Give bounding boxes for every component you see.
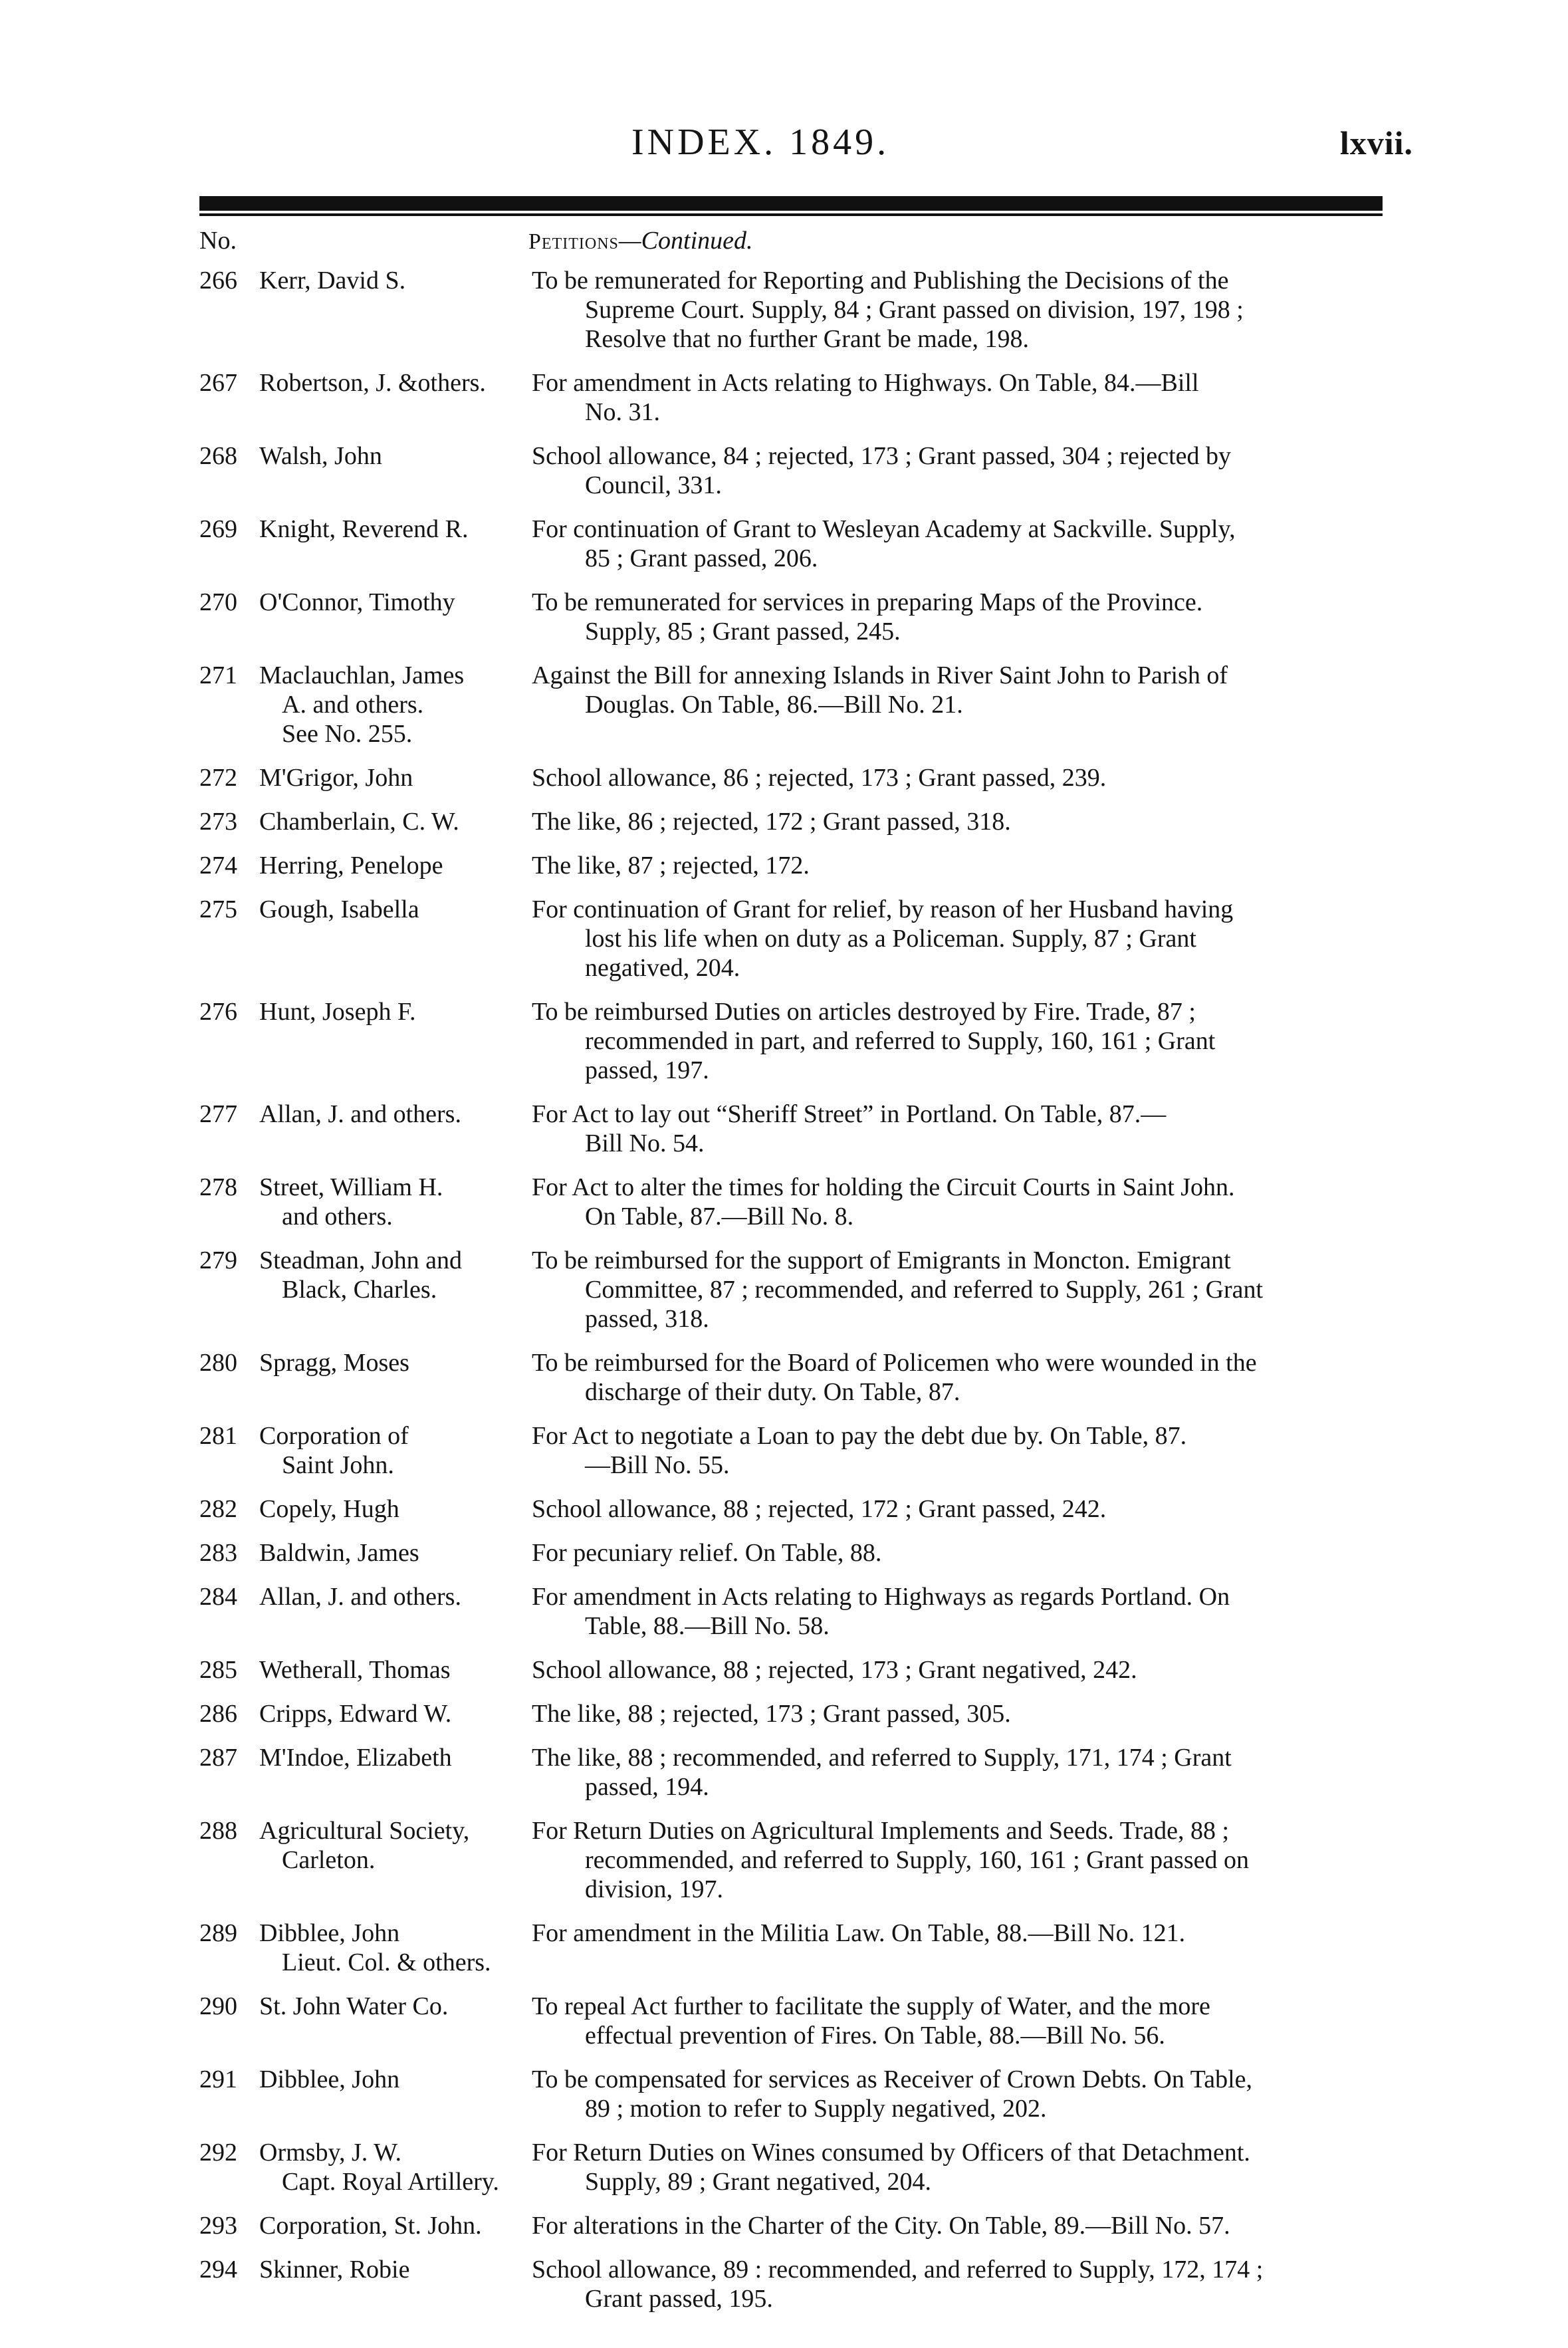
petition-entry [199, 1246, 1389, 1334]
entry-number: 279 [199, 1246, 237, 1274]
entry-number: 276 [199, 998, 237, 1026]
entry-number: 269 [199, 515, 237, 543]
petitioner-name [259, 763, 532, 792]
petition-description [532, 515, 1389, 573]
petition-entry [199, 997, 1389, 1085]
header-rule-thick [199, 196, 1383, 211]
petition-entry [199, 1173, 1389, 1231]
petitioner-name [259, 1538, 532, 1568]
petition-entry [199, 661, 1389, 749]
petitioner-name [259, 1919, 532, 1977]
entry-number: 283 [199, 1539, 237, 1567]
petition-description [532, 1100, 1389, 1158]
entry-number: 289 [199, 1919, 237, 1947]
petition-entry [199, 1538, 1389, 1568]
petitioner-name-line: Dibblee, John [259, 2065, 400, 2093]
description-line: For amendment in Acts relating to Highways as regards Portland. On [532, 1583, 1230, 1611]
petition-entry [199, 266, 1389, 354]
description-line: School allowance, 89 : recommended, and referred to Supply, 172, 174 ; [532, 2256, 1264, 2284]
petitioner-name-line: Cripps, Edward W. [259, 1700, 452, 1728]
petitioner-name-line: Copely, Hugh [259, 1495, 399, 1523]
description-line: For amendment in Acts relating to Highways. On Table, 84.—Bill [532, 369, 1199, 397]
description-line: On Table, 87.—Bill No. 8. [585, 1203, 854, 1231]
description-line: 89 ; motion to refer to Supply negatived, 202. [585, 2095, 1047, 2123]
description-line: School allowance, 88 ; rejected, 172 ; Grant passed, 242. [532, 1495, 1107, 1523]
petitioner-name [259, 1699, 532, 1728]
description-line: Supply, 89 ; Grant negatived, 204. [585, 2168, 932, 2196]
petitioner-name [259, 1246, 532, 1334]
petitioner-name [259, 1992, 532, 2050]
entry-number: 292 [199, 2139, 237, 2167]
petitioner-name-line: Wetherall, Thomas [259, 1656, 451, 1684]
description-line: For continuation of Grant to Wesleyan Academy at Sackville. Supply, [532, 515, 1236, 543]
petition-entry [199, 441, 1389, 500]
description-line: Grant passed, 195. [585, 2285, 773, 2313]
petitioner-name-line: Maclauchlan, James [259, 661, 465, 689]
petitioner-name-line: Steadman, John and [259, 1246, 463, 1274]
petitioner-name [259, 1421, 532, 1480]
petitioner-name-line: Robertson, J. &others. [259, 369, 486, 397]
page-title: INDEX. 1849. [631, 122, 890, 163]
petitioner-name [259, 1100, 532, 1158]
description-line: For Act to alter the times for holding the Circuit Courts in Saint John. [532, 1173, 1235, 1201]
description-line: Douglas. On Table, 86.—Bill No. 21. [585, 691, 963, 719]
entry-number: 280 [199, 1349, 237, 1377]
description-line: Bill No. 54. [585, 1129, 705, 1157]
entry-number: 285 [199, 1656, 237, 1684]
entry-number: 273 [199, 808, 237, 836]
description-line: discharge of their duty. On Table, 87. [585, 1378, 960, 1406]
description-line: For Act to lay out “Sheriff Street” in Portland. On Table, 87.— [532, 1100, 1167, 1128]
description-line: The like, 86 ; rejected, 172 ; Grant passed, 318. [532, 808, 1011, 836]
petitioner-name-line: Lieut. Col. & others. [282, 1948, 491, 1976]
petitioner-name [259, 1173, 532, 1231]
page-header [259, 121, 1413, 174]
petition-entry [199, 1655, 1389, 1685]
petition-entry [199, 2138, 1389, 2196]
petitioner-name-line: Hunt, Joseph F. [259, 998, 416, 1026]
petitioner-name [259, 1743, 532, 1802]
description-line: lost his life when on duty as a Policeman. Supply, 87 ; Grant [585, 925, 1196, 953]
petition-description [532, 368, 1389, 427]
petition-entry [199, 368, 1389, 427]
petition-description [532, 997, 1389, 1085]
description-line: Against the Bill for annexing Islands in River Saint John to Parish of [532, 661, 1228, 689]
petitioner-name-line: M'Grigor, John [259, 764, 413, 792]
petition-entry [199, 515, 1389, 573]
petitioner-name [259, 1816, 532, 1904]
petition-description [532, 1992, 1389, 2050]
description-line: For amendment in the Militia Law. On Table, 88.—Bill No. 121. [532, 1919, 1186, 1947]
petition-description [532, 661, 1389, 749]
petition-description [532, 1246, 1389, 1334]
petition-entry [199, 2211, 1389, 2240]
petitioner-name [259, 588, 532, 646]
description-line: Committee, 87 ; recommended, and referred to Supply, 261 ; Grant [585, 1276, 1264, 1304]
description-line: Council, 331. [585, 471, 722, 499]
entry-number: 267 [199, 369, 237, 397]
petition-entry [199, 1816, 1389, 1904]
description-line: passed, 197. [585, 1056, 709, 1084]
petition-entry [199, 1494, 1389, 1524]
petitioner-name-line: Spragg, Moses [259, 1349, 409, 1377]
description-line: —Bill No. 55. [585, 1451, 730, 1479]
petition-description [532, 807, 1389, 836]
petition-entry [199, 807, 1389, 836]
petitioner-name [259, 266, 532, 354]
description-line: For continuation of Grant for relief, by reason of her Husband having [532, 895, 1234, 923]
description-line: To be remunerated for services in preparing Maps of the Province. [532, 588, 1203, 616]
petitioner-name [259, 441, 532, 500]
description-line: passed, 318. [585, 1305, 709, 1333]
petitioner-name-line: Corporation, St. John. [259, 2212, 482, 2240]
petitioner-name [259, 1582, 532, 1641]
petitioner-name-line: Dibblee, John [259, 1919, 400, 1947]
description-line: The like, 87 ; rejected, 172. [532, 852, 810, 880]
petitioner-name [259, 515, 532, 573]
petitioner-name-line: Baldwin, James [259, 1539, 419, 1567]
description-line: School allowance, 86 ; rejected, 173 ; Grant passed, 239. [532, 764, 1107, 792]
entry-number: 291 [199, 2065, 237, 2093]
petitioner-name-line: Herring, Penelope [259, 852, 443, 880]
petitioner-name-line: Skinner, Robie [259, 2256, 410, 2284]
entry-number: 275 [199, 895, 237, 923]
petitioner-name [259, 661, 532, 749]
entry-number: 277 [199, 1100, 237, 1128]
petition-description [532, 1816, 1389, 1904]
petitioner-name-line: Kerr, David S. [259, 267, 406, 294]
entry-number: 287 [199, 1744, 237, 1772]
petitioner-name [259, 2065, 532, 2123]
petitioner-name-line: Carleton. [282, 1846, 376, 1874]
description-line: Supply, 85 ; Grant passed, 245. [585, 618, 901, 646]
petitioner-name-line: Street, William H. [259, 1173, 443, 1201]
description-line: For Return Duties on Wines consumed by Officers of that Detachment. [532, 2139, 1250, 2167]
description-line: The like, 88 ; recommended, and referred to Supply, 171, 174 ; Grant [532, 1744, 1232, 1772]
petitioner-name-line: O'Connor, Timothy [259, 588, 455, 616]
description-line: To be reimbursed for the Board of Policemen who were wounded in the [532, 1349, 1257, 1377]
entry-number: 282 [199, 1495, 237, 1523]
petition-description [532, 1919, 1389, 1977]
petition-description [532, 895, 1389, 983]
description-line: No. 31. [585, 398, 660, 426]
petition-description [532, 1173, 1389, 1231]
petitioner-name-line: Knight, Reverend R. [259, 515, 469, 543]
section-label: Petitions [528, 229, 619, 254]
petition-description [532, 1538, 1389, 1568]
petitioner-name [259, 807, 532, 836]
description-line: To be compensated for services as Receiver of Crown Debts. On Table, [532, 2065, 1253, 2093]
petitioner-name-line: Corporation of [259, 1422, 409, 1450]
petitioner-name [259, 851, 532, 880]
petitioner-name [259, 368, 532, 427]
petitioner-name-line: St. John Water Co. [259, 1992, 449, 2020]
description-line: Supreme Court. Supply, 84 ; Grant passed on division, 197, 198 ; [585, 296, 1244, 324]
petition-entry [199, 588, 1389, 646]
entry-number: 288 [199, 1817, 237, 1845]
description-line: passed, 194. [585, 1773, 709, 1801]
page-number: lxvii. [1339, 124, 1413, 162]
petitioner-name-line: Allan, J. and others. [259, 1583, 461, 1611]
petition-entry [199, 1992, 1389, 2050]
petition-list [199, 266, 1389, 2328]
description-line: effectual prevention of Fires. On Table, 88.—Bill No. 56. [585, 2022, 1165, 2050]
header-rule-thin [199, 213, 1383, 216]
petition-entry [199, 1582, 1389, 1641]
petition-entry [199, 1699, 1389, 1728]
entry-number: 286 [199, 1700, 237, 1728]
petitioner-name [259, 1348, 532, 1407]
petitioner-name-line: Chamberlain, C. W. [259, 808, 459, 836]
petition-entry [199, 2065, 1389, 2123]
petitioner-name-line: Saint John. [282, 1451, 394, 1479]
petitioner-name [259, 895, 532, 983]
petition-description [532, 1699, 1389, 1728]
petition-description [532, 2211, 1389, 2240]
petition-description [532, 1582, 1389, 1641]
petitioner-name-line: Agricultural Society, [259, 1817, 470, 1845]
petitioner-name-line: Walsh, John [259, 442, 382, 470]
petition-entry [199, 1100, 1389, 1158]
description-line: 85 ; Grant passed, 206. [585, 544, 818, 572]
description-line: Resolve that no further Grant be made, 198. [585, 325, 1029, 353]
petitioner-name-line: Capt. Royal Artillery. [282, 2168, 499, 2196]
section-heading [528, 226, 753, 255]
description-line: recommended, and referred to Supply, 160, 161 ; Grant passed on [585, 1846, 1249, 1874]
description-line: The like, 88 ; rejected, 173 ; Grant passed, 305. [532, 1700, 1011, 1728]
petition-description [532, 2255, 1389, 2313]
petitioner-name-line: A. and others. [282, 691, 424, 719]
entry-number: 281 [199, 1422, 237, 1450]
description-line: School allowance, 84 ; rejected, 173 ; Grant passed, 304 ; rejected by [532, 442, 1232, 470]
entry-number: 271 [199, 661, 237, 689]
petitioner-name-line: M'Indoe, Elizabeth [259, 1744, 452, 1772]
petition-description [532, 588, 1389, 646]
petitioner-name [259, 2211, 532, 2240]
petition-description [532, 763, 1389, 792]
description-line: For pecuniary relief. On Table, 88. [532, 1539, 882, 1567]
petitioner-name [259, 1655, 532, 1685]
petition-description [532, 266, 1389, 354]
petition-description [532, 851, 1389, 880]
description-line: To be reimbursed Duties on articles destroyed by Fire. Trade, 87 ; [532, 998, 1196, 1026]
petitioner-name [259, 2255, 532, 2313]
entry-number: 272 [199, 764, 237, 792]
description-line: For Act to negotiate a Loan to pay the debt due by. On Table, 87. [532, 1422, 1187, 1450]
entry-number: 278 [199, 1173, 237, 1201]
petition-entry [199, 895, 1389, 983]
entry-number: 270 [199, 588, 237, 616]
petition-entry [199, 763, 1389, 792]
description-line: negatived, 204. [585, 954, 740, 982]
section-continued: —Continued. [618, 227, 753, 255]
petition-description [532, 441, 1389, 500]
description-line: To repeal Act further to facilitate the supply of Water, and the more [532, 1992, 1210, 2020]
description-line: To be reimbursed for the support of Emigrants in Moncton. Emigrant [532, 1246, 1231, 1274]
petitioner-name-line: Allan, J. and others. [259, 1100, 461, 1128]
petition-description [532, 1348, 1389, 1407]
entry-number: 290 [199, 1992, 237, 2020]
petition-description [532, 1655, 1389, 1685]
petition-entry [199, 1348, 1389, 1407]
petition-description [532, 1743, 1389, 1802]
entry-number: 268 [199, 442, 237, 470]
entry-number: 266 [199, 267, 237, 294]
description-line: For Return Duties on Agricultural Implements and Seeds. Trade, 88 ; [532, 1817, 1230, 1845]
petitioner-name-line: Ormsby, J. W. [259, 2139, 401, 2167]
column-label-no: No. [199, 227, 237, 255]
description-line: recommended in part, and referred to Supply, 160, 161 ; Grant [585, 1027, 1216, 1055]
entry-number: 284 [199, 1583, 237, 1611]
petitioner-name [259, 997, 532, 1085]
petitioner-name [259, 2138, 532, 2196]
petition-entry [199, 1743, 1389, 1802]
entry-number: 274 [199, 852, 237, 880]
description-line: School allowance, 88 ; rejected, 173 ; Grant negatived, 242. [532, 1656, 1137, 1684]
entry-number: 293 [199, 2212, 237, 2240]
petitioner-name-line: Gough, Isabella [259, 895, 419, 923]
entry-number: 294 [199, 2256, 237, 2284]
petition-description [532, 2065, 1389, 2123]
petition-description [532, 1494, 1389, 1524]
description-line: division, 197. [585, 1875, 723, 1903]
petition-entry [199, 851, 1389, 880]
petition-description [532, 1421, 1389, 1480]
petition-entry [199, 1919, 1389, 1977]
petitioner-name-line: See No. 255. [282, 720, 413, 748]
petitioner-name-line: Black, Charles. [282, 1276, 437, 1304]
petition-entry [199, 1421, 1389, 1480]
petitioner-name-line: and others. [282, 1203, 393, 1231]
petition-entry [199, 2255, 1389, 2313]
petition-description [532, 2138, 1389, 2196]
description-line: For alterations in the Charter of the City. On Table, 89.—Bill No. 57. [532, 2212, 1230, 2240]
description-line: To be remunerated for Reporting and Publishing the Decisions of the [532, 267, 1229, 294]
description-line: Table, 88.—Bill No. 58. [585, 1612, 830, 1640]
petitioner-name [259, 1494, 532, 1524]
